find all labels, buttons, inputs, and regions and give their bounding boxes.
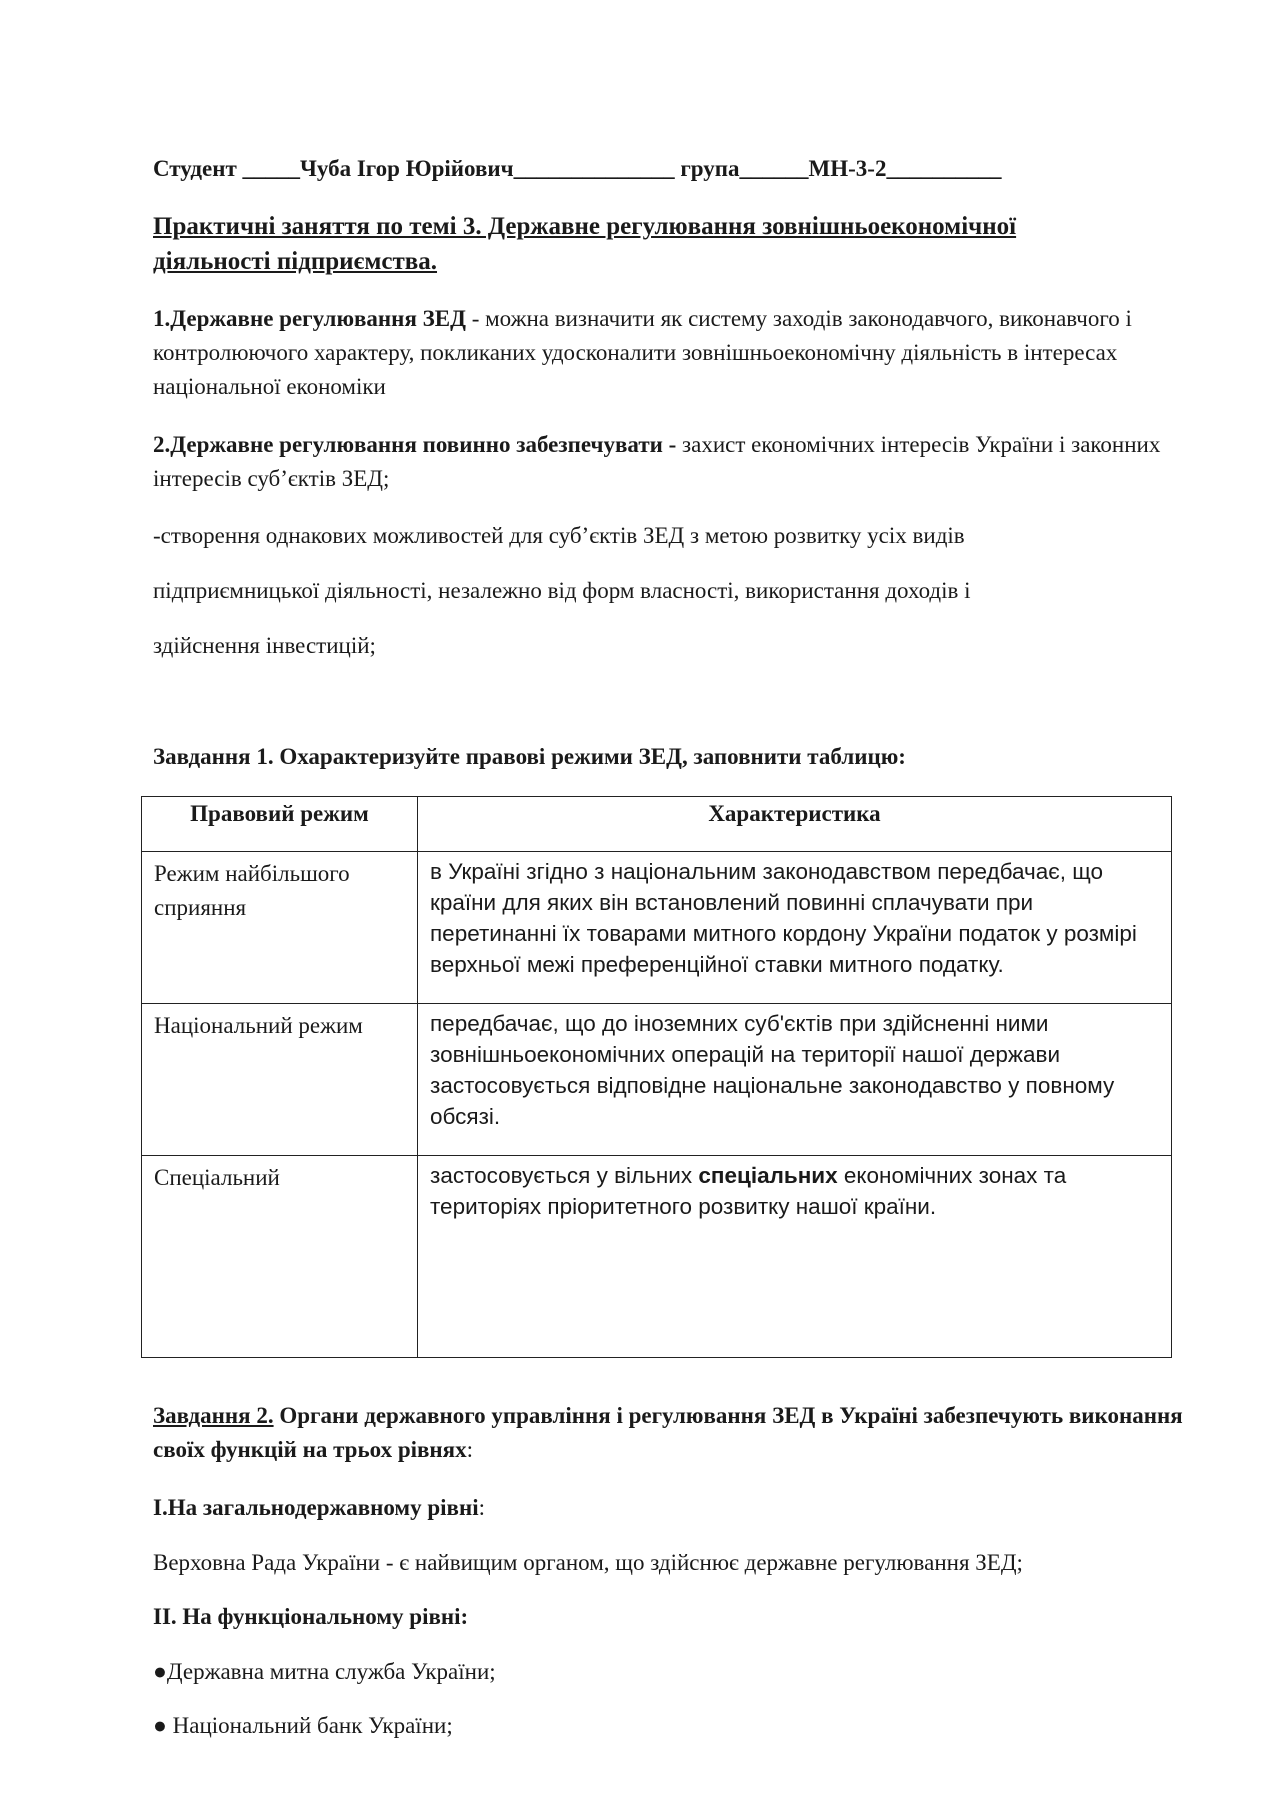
task2-label: Завдання 2. (153, 1403, 274, 1428)
table-row (142, 1156, 1172, 1358)
characteristic-text-a: застосовується у вільних (430, 1163, 699, 1188)
group-value: ______МН-3-2__________ (739, 156, 1002, 181)
task2-heading (153, 1399, 1193, 1467)
definition-text: - можна визначити як систему заходів законодавчого, виконавчого і контролюючого характеру, покликаних удосконалити зовнішньоекономічну діяльність в інтересах національної економіки (153, 306, 1132, 399)
characteristic-cell (418, 1156, 1172, 1358)
goal-line-3: здійснення інвестицій; (153, 633, 376, 658)
regulation-goals-text: захист економічних інтересів України і законних інтересів суб’єктів ЗЕД; (153, 432, 1161, 491)
list-item: ●Державна митна служба України; (153, 1659, 496, 1684)
characteristic-text-bold: спеціальних (698, 1163, 838, 1188)
regime-cell: Національний режим (142, 1004, 418, 1156)
characteristic-text-b: економічних зонах та територіях пріоритетного розвитку нашої країни. (430, 1163, 1067, 1219)
regime-cell: Спеціальний (142, 1156, 418, 1358)
page-title-line-1: Практичні заняття по темі 3. Державне регулювання зовнішньоекономічної (153, 213, 1017, 240)
definition-term: 1.Державне регулювання ЗЕД (153, 306, 466, 331)
level1-colon: : (478, 1495, 485, 1520)
table-row (142, 1004, 1172, 1156)
regulation-goals-dash: - (662, 432, 683, 457)
column-header-regime: Правовий режим (142, 797, 418, 852)
table-header-row (142, 797, 1172, 852)
level1-title (153, 1491, 1193, 1525)
regulation-goals-term: 2.Державне регулювання повинно забезпечувати (153, 432, 663, 457)
characteristic-cell: передбачає, що до іноземних суб'єктів при здійсненні ними зовнішньоекономічних операцій на території нашої держави застосовується відповідне національне законодавство у повному обсязі. (418, 1004, 1172, 1156)
goal-line-1: -створення однакових можливостей для суб’єктів ЗЕД з метою розвитку усіх видів (153, 523, 965, 548)
column-header-characteristic: Характеристика (418, 797, 1172, 852)
page-title (153, 209, 1193, 279)
group-label: група (680, 156, 740, 181)
level2-title: ІІ. На функціональному рівні: (153, 1604, 469, 1629)
legal-regimes-table (141, 796, 1172, 1358)
task1-heading: Завдання 1. Охарактеризуйте правові режими ЗЕД, заповнити таблицю: (153, 744, 906, 769)
student-header (153, 152, 1193, 186)
page-title-line-2: діяльності підприємства. (153, 248, 438, 275)
level1-title-text: І.На загальнодержавному рівні (153, 1495, 479, 1520)
task2-colon: : (466, 1437, 474, 1462)
regime-cell: Режим найбільшого сприяння (142, 852, 418, 1004)
table-row (142, 852, 1172, 1004)
list-item: ● Національний банк України; (153, 1713, 453, 1738)
regulation-goals-paragraph (153, 428, 1193, 496)
definition-paragraph (153, 302, 1193, 404)
student-name: _____Чуба Ігор Юрійович______________ (242, 156, 675, 181)
student-label: Студент (153, 156, 237, 181)
task2-heading-text: Органи державного управління і регулювання ЗЕД в Україні забезпечують виконання своїх функцій на трьох рівнях (153, 1403, 1183, 1462)
goal-line-2: підприємницької діяльності, незалежно від форм власності, використання доходів і (153, 578, 971, 603)
characteristic-cell: в Україні згідно з національним законодавством передбачає, що країни для яких він встановлений повинні сплачувати при перетинанні їх товарами митного кордону України податок у розмірі верхньої межі преференційної ставки митного податку. (418, 852, 1172, 1004)
level1-text: Верховна Рада України - є найвищим органом, що здійснює державне регулювання ЗЕД; (153, 1550, 1023, 1575)
